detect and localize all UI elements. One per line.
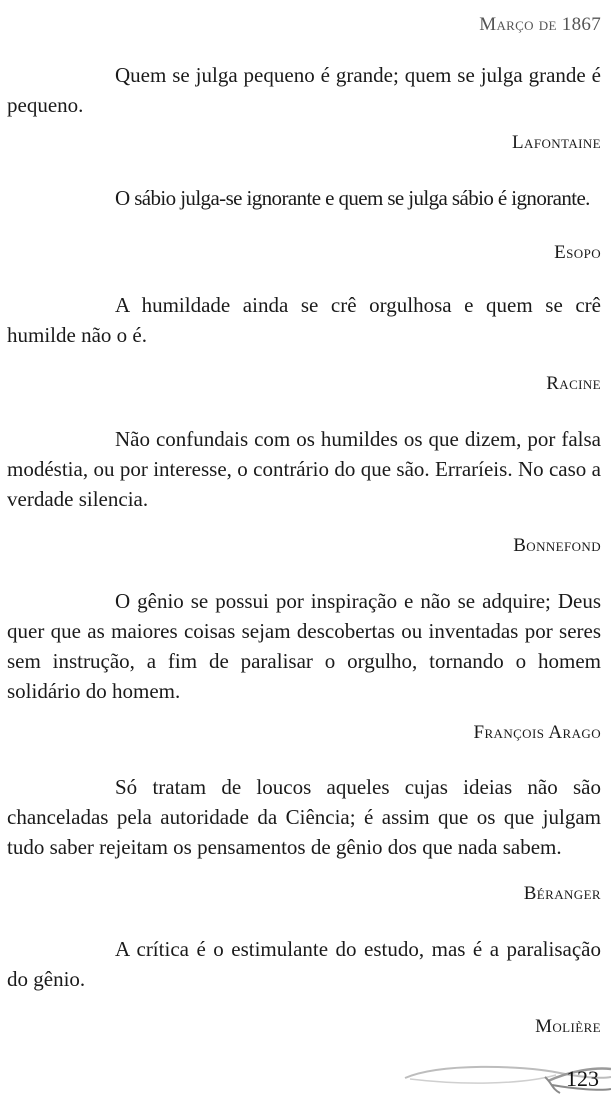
footer-swoosh-ornament	[0, 1055, 611, 1105]
quote-author: Esopo	[554, 242, 601, 263]
quote-author: Lafontaine	[512, 132, 601, 153]
quote-text: Quem se julga pequeno é grande; quem se julga grande é pequeno.	[7, 63, 601, 117]
quote-block	[7, 183, 601, 213]
quote-block	[7, 60, 601, 120]
quote-block	[7, 772, 601, 862]
quote-block	[7, 290, 601, 350]
quote-text: A crítica é o estimulante do estudo, mas é a paralisação do gênio.	[7, 937, 601, 991]
quote-text: Não confundais com os humildes os que dizem, por falsa modéstia, ou por interesse, o contrário do que são. Erraríeis. No caso a verdade silencia.	[7, 427, 601, 511]
page-number: 123	[566, 1066, 599, 1091]
quote-text: O sábio julga-se ignorante e quem se julga sábio é ignorante.	[115, 186, 590, 210]
quote-author: Molière	[535, 1016, 601, 1037]
quote-text: O gênio se possui por inspiração e não se adquire; Deus quer que as maiores coisas sejam descobertas ou inventadas por seres sem instrução, a fim de paralisar o orgulho, tornando o homem solidário do homem.	[7, 589, 601, 703]
quote-block	[7, 934, 601, 994]
quote-author: Béranger	[523, 883, 601, 904]
quote-text: A humildade ainda se crê orgulhosa e quem se crê humilde não o é.	[7, 293, 601, 347]
quote-block	[7, 586, 601, 706]
quote-author: Racine	[546, 373, 601, 394]
quote-author: François Arago	[473, 722, 601, 743]
running-head: Março de 1867	[479, 14, 601, 35]
quote-text: Só tratam de loucos aqueles cujas ideias não são chanceladas pela autoridade da Ciência; é assim que os que julgam tudo saber rejeitam os pensamentos de gênio dos que nada sabem.	[7, 775, 601, 859]
quote-author: Bonnefond	[513, 535, 601, 556]
quote-block	[7, 424, 601, 514]
